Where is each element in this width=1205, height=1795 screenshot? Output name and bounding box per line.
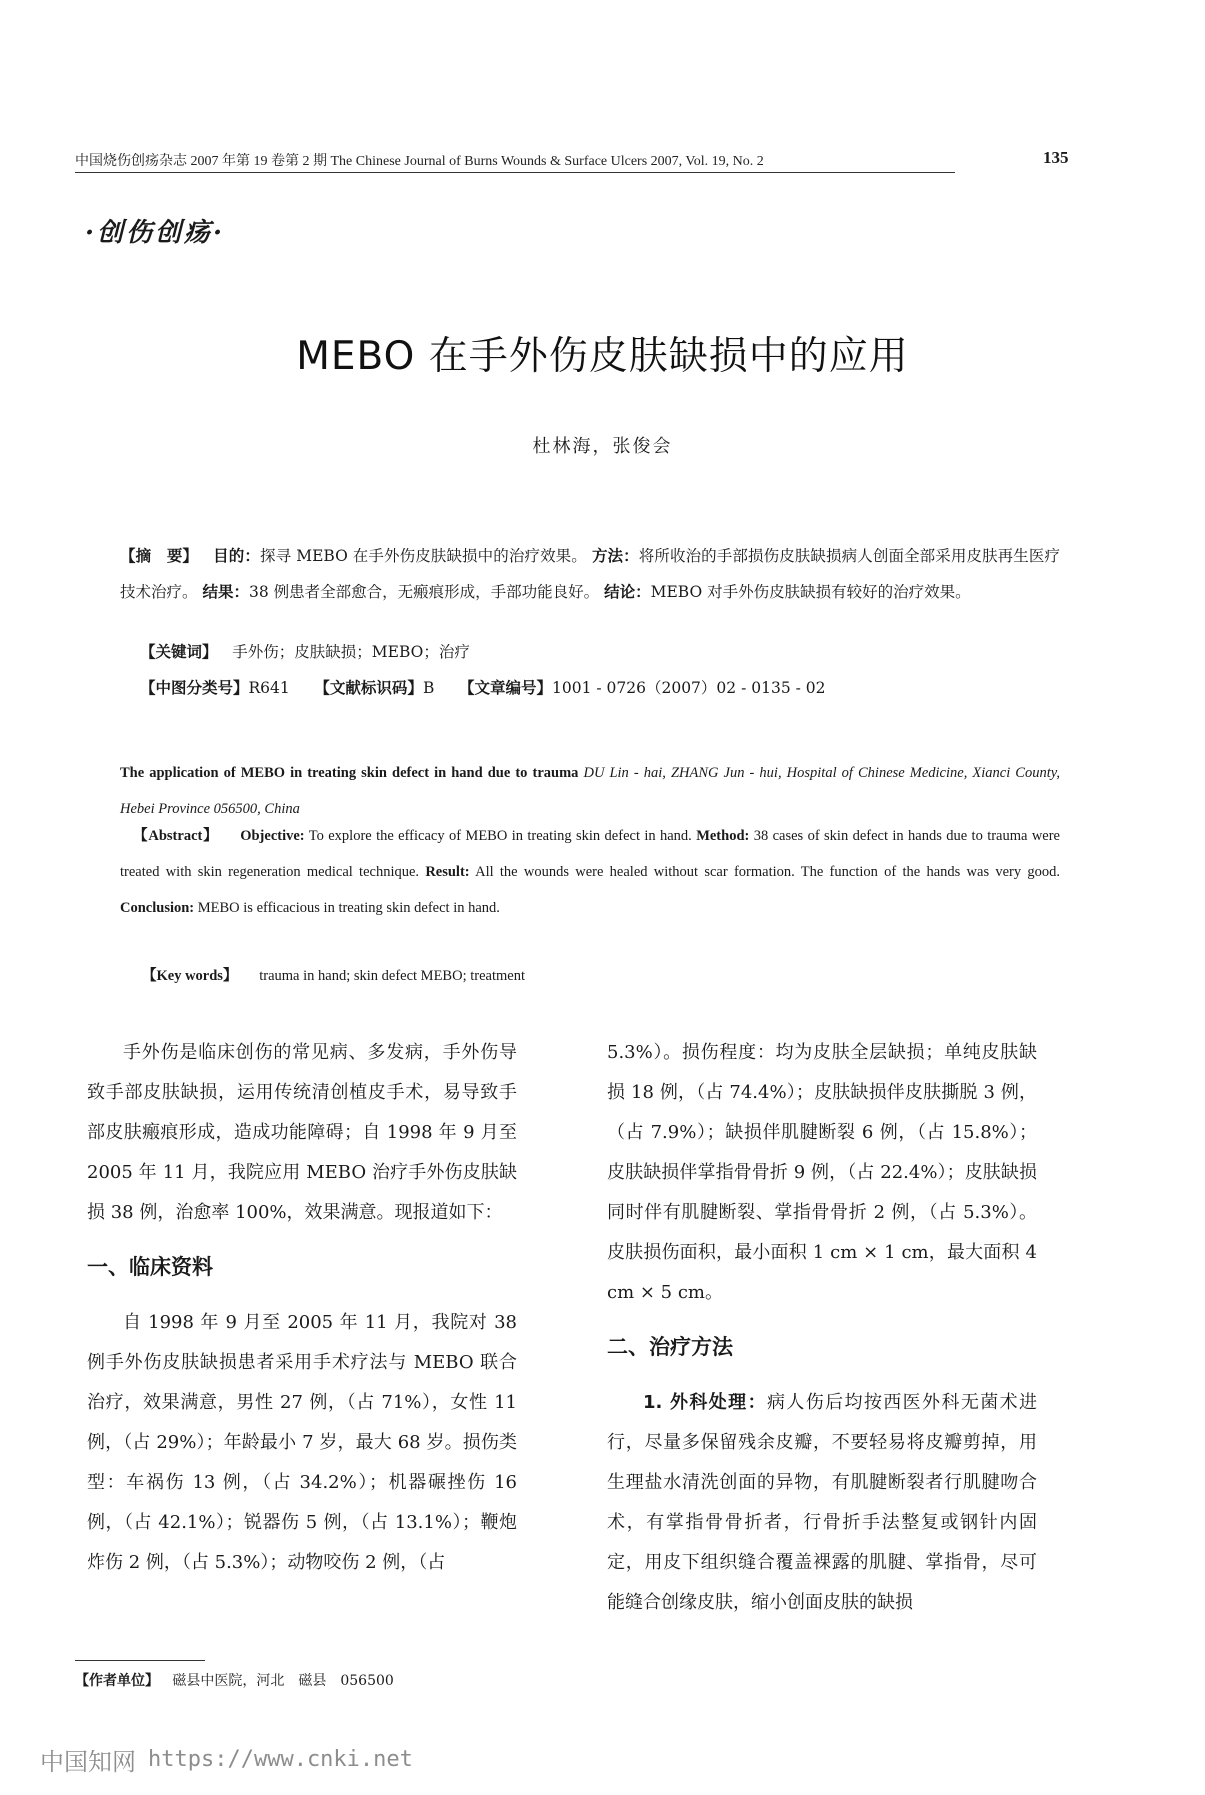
method-label: 方法： [591,547,639,565]
result-label: 结果： [202,583,249,601]
cnki-logo: 中国知网 [40,1748,136,1776]
article-number-value: 1001 - 0726（2007）02 - 0135 - 02 [551,679,826,697]
subsection-text: 病人伤后均按西医外科无菌术进行，尽量多保留残余皮瓣，不要轻易将皮瓣剪掉，用生理盐水清洗创面的异物，有肌腱断裂者行肌腱吻合术，有掌指骨骨折者，行骨折手法整复或钢针内固定，用皮下组织缝合覆盖裸露的肌腱、掌指骨，尽可能缝合创缘皮肤，缩小创面皮肤的缺损 [607,1392,1037,1613]
section-1-paragraph: 自 1998 年 9 月至 2005 年 11 月，我院对 38 例手外伤皮肤缺损患者采用手术疗法与 MEBO 联合治疗，效果满意，男性 27 例，（占 71%），女性 11 例，（占 29%）；年龄最小 7 岁，最大 68 岁。损伤类型：车祸伤 13 例，（占 34.2%）；机器碾挫伤 16 例，（占 42.1%）；锐器伤 5 例，（占 13.1%）；鞭炮炸伤 2 例，（占 5.3%）；动物咬伤 2 例，（占 [87,1312,517,1573]
subsection-label: 1. 外科处理： [643,1392,767,1413]
running-head: 中国烧伤创疡杂志 2007 年第 19 卷第 2 期 The Chinese Journal of Burns Wounds & Surface Ulcers 2007, Vol. 19, No. 2 [75,150,955,173]
section-heading-1: 一、临床资料 [87,1255,213,1279]
en-objective-text: To explore the efficacy of MEBO in treating skin defect in hand. [308,828,692,844]
section-1-continued: 5.3%）。损伤程度：均为皮肤全层缺损；单纯皮肤缺损 18 例，（占 74.4%）；皮肤缺损伴皮肤撕脱 3 例，（占 7.9%）；缺损伴肌腱断裂 6 例，（占 15.8%）；皮肤缺损伴掌指骨骨折 9 例，（占 22.4%）；皮肤缺损同时伴有肌腱断裂、掌指骨骨折 2 例，（占 5.3%）。皮肤损伤面积，最小面积 1 cm × 1 cm，最大面积 4 cm × 5 cm。 [607,1042,1037,1303]
intro-paragraph: 手外伤是临床创伤的常见病、多发病，手外伤导致手部皮肤缺损，运用传统清创植皮手术，易导致手部皮肤瘢痕形成，造成功能障碍；自 1998 年 9 月至 2005 年 11 月，我院应用 MEBO 治疗手外伤皮肤缺损 38 例，治愈率 100%，效果满意。现报道如下： [87,1042,517,1223]
footnote-text: 磁县中医院，河北 磁县 056500 [172,1673,394,1689]
result-text: 38 例患者全部愈合，无瘢痕形成，手部功能良好。 [248,583,600,601]
body-column-right [607,1033,1037,1623]
en-method-text: 38 cases of skin defect in hands due to trauma were treated with skin regeneration medical technique. [120,828,1060,880]
footnote-label: 【作者单位】 [75,1673,159,1689]
objective-label: 目的： [213,547,260,565]
section-2-paragraph [607,1383,1037,1623]
en-method-label: Method: [696,828,750,844]
en-conclusion-label: Conclusion: [120,900,195,916]
abstract-label: 【摘 要】 [120,547,199,565]
conclusion-label: 结论： [604,583,651,601]
class-value: R641 [248,679,290,697]
english-abstract [120,818,1060,926]
en-abstract-label: 【Abstract】 [133,828,219,844]
en-keywords-text: trauma in hand; skin defect MEBO; treatment [259,968,525,984]
en-result-label: Result: [425,864,470,880]
body-column-left [87,1033,517,1583]
doc-code-value: B [422,679,435,697]
page-number: 135 [1043,148,1069,167]
class-label: 【中图分类号】 [140,679,249,697]
en-keywords-label: 【Key words】 [142,968,238,984]
section-tag: ·创伤创疡· [85,218,226,248]
keywords-label: 【关键词】 [140,643,218,661]
english-authors: DU Lin - hai, ZHANG Jun - hui, Hospital of Chinese Medicine, Xianci County, Hebei Province 056500, China [120,765,1061,817]
author-affiliation-footnote [75,1670,394,1690]
authors: 杜林海，张俊会 [532,436,673,457]
english-title: The application of MEBO in treating skin defect in hand due to trauma [120,765,579,781]
en-conclusion-text: MEBO is efficacious in treating skin defect in hand. [197,900,500,916]
conclusion-text: MEBO 对手外伤皮肤缺损有较好的治疗效果。 [650,583,971,601]
footnote-rule [75,1660,205,1661]
section-heading-2: 二、治疗方法 [607,1335,733,1359]
objective-text: 探寻 MEBO 在手外伤皮肤缺损中的治疗效果。 [259,547,587,565]
en-result-text: All the wounds were healed without scar formation. The function of the hands was very good. [475,864,1061,880]
chinese-keywords [140,640,470,662]
en-objective-label: Objective: [240,828,305,844]
article-title: MEBO 在手外伤皮肤缺损中的应用 [296,334,909,379]
cnki-url[interactable]: https://www.cnki.net [148,1747,413,1772]
doc-code-label: 【文献标识码】 [314,679,423,697]
english-keywords [142,964,525,985]
article-number-label: 【文章编号】 [458,679,552,697]
keywords-text: 手外伤；皮肤缺损；MEBO；治疗 [232,643,470,661]
cnki-watermark [40,1742,413,1777]
classification-line [140,676,826,698]
chinese-abstract [120,538,1060,610]
english-title-line [120,755,1060,827]
method-text: 将所收治的手部损伤皮肤缺损病人创面全部采用皮肤再生医疗技术治疗。 [120,547,1060,601]
